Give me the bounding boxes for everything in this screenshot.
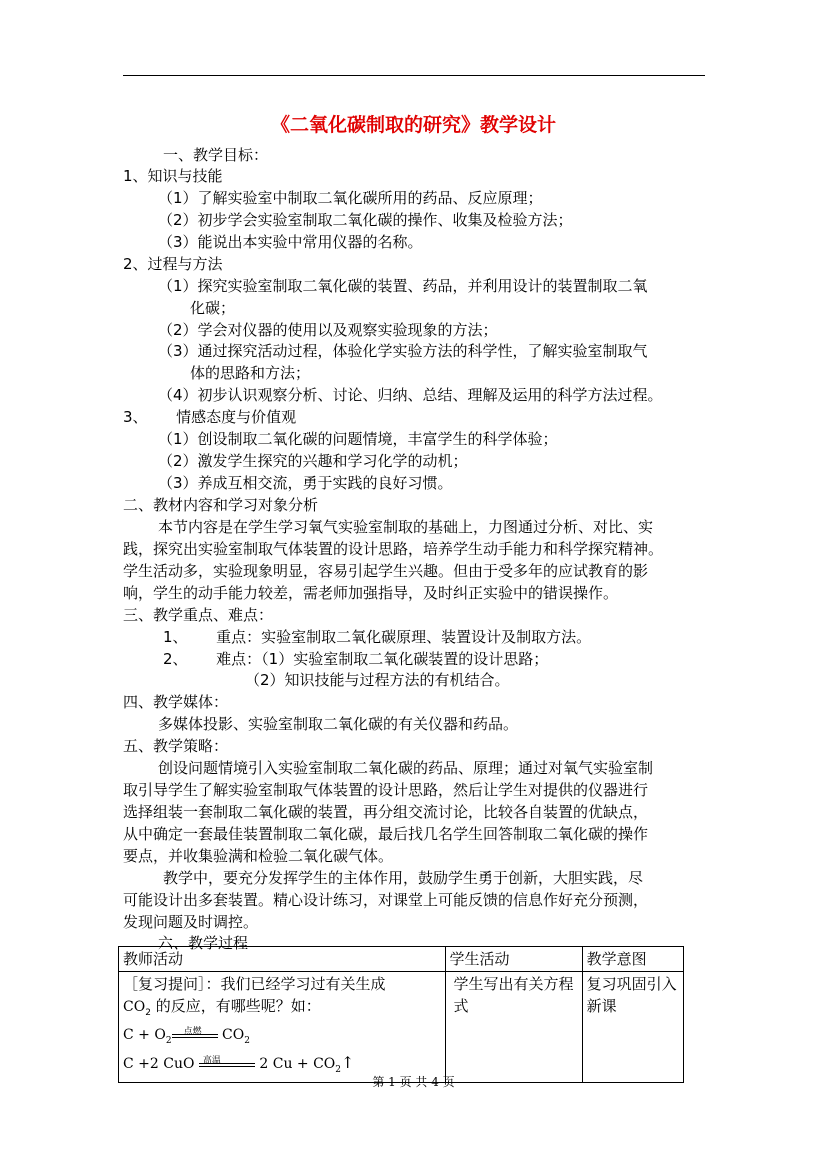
column-header-student: 学生活动	[445, 947, 582, 972]
paragraph-line: 践，探究出实验室制取气体装置的设计思路，培养学生动手能力和科学探究精神。	[123, 540, 664, 558]
list-item: 2、 难点：（1）实验室制取二氧化碳装置的设计思路；	[163, 650, 549, 668]
list-item: （3）能说出本实验中常用仪器的名称。	[158, 233, 423, 251]
student-activity-cell: 学生写出有关方程式	[445, 972, 582, 1083]
teaching-process-table	[118, 946, 684, 1083]
header-rule	[123, 75, 705, 76]
list-item: （1）了解实验室中制取二氧化碳所用的药品、反应原理；	[158, 189, 543, 207]
paragraph-line: 选择组装一套制取二氧化碳的装置，再分组交流讨论，比较各自装置的优缺点，	[123, 803, 649, 821]
paragraph-line: 多媒体投影、实验室制取二氧化碳的有关仪器和药品。	[158, 715, 519, 733]
paragraph-line: 学生活动多，实验现象明显，容易引起学生兴趣。但由于受多年的应试教育的影	[123, 562, 649, 580]
list-item: （3）通过探究活动过程，体验化学实验方法的科学性，了解实验室制取气	[158, 342, 648, 360]
equation-2: C +2 CuO 高温 2 $Cu + CO_2↑$	[123, 1052, 441, 1081]
table-row	[119, 972, 684, 1083]
paragraph-line: 取引导学生了解实验室制取气体装置的设计思路，然后让学生对提供的仪器进行	[123, 781, 649, 799]
list-item: （1）创设制取二氧化碳的问题情境，丰富学生的科学体验；	[158, 430, 558, 448]
list-item: （1）探究实验室制取二氧化碳的装置、药品，并利用设计的装置制取二氧	[158, 277, 648, 295]
paragraph-line: 发现问题及时调控。	[123, 913, 259, 931]
list-item: （4）初步认识观察分析、讨论、归纳、总结、理解及运用的科学方法过程。	[158, 386, 663, 404]
paragraph-line: 要点，并收集验满和检验二氧化碳气体。	[123, 847, 394, 865]
paragraph-line: 响，学生的动手能力较差，需老师加强指导，及时纠正实验中的错误操作。	[123, 584, 619, 602]
section-heading: 六、教学过程	[158, 934, 249, 952]
list-item-continuation: 体的思路和方法；	[190, 364, 311, 382]
page-footer: 第 1 页 共 4 页	[372, 1075, 455, 1089]
column-header-teacher: 教师活动	[119, 947, 446, 972]
teacher-activity-cell	[119, 972, 446, 1083]
subsection-heading: 3、 情感态度与价值观	[123, 408, 297, 426]
paragraph-line: 从中确定一套最佳装置制取二氧化碳，最后找几名学生回答制取二氧化碳的操作	[123, 825, 649, 843]
list-item: （2）学会对仪器的使用以及观察实验现象的方法；	[158, 321, 498, 339]
gas-arrow: ↑	[341, 1052, 355, 1072]
reaction-condition: 高温	[202, 1055, 221, 1066]
section-heading: 三、教学重点、难点：	[123, 606, 274, 624]
section-heading: 二、教材内容和学习对象分析	[123, 496, 319, 514]
list-item: （2）初步学会实验室制取二氧化碳的操作、收集及检验方法；	[158, 211, 573, 229]
subsection-heading: 1、知识与技能	[123, 167, 223, 185]
equation-1: $C + O_2$ 点燃 $CO_2$	[123, 1024, 441, 1052]
paragraph-line: 本节内容是在学生学习氧气实验室制取的基础上，力图通过分析、对比、实	[158, 518, 654, 536]
paragraph-line: 可能设计出多套装置。精心设计练习，对课堂上可能反馈的信息作好充分预测，	[123, 891, 649, 909]
document-title: 《二氧化碳制取的研究》教学设计	[270, 114, 556, 136]
table-header-row	[119, 947, 684, 972]
paragraph-line: 创设问题情境引入实验室制取二氧化碳的药品、原理；通过对氧气实验室制	[158, 759, 654, 777]
column-header-intent: 教学意图	[582, 947, 683, 972]
paragraph-line: 教学中，要充分发挥学生的主体作用，鼓励学生勇于创新，大胆实践，尽	[163, 869, 644, 887]
list-item: 1、 重点：实验室制取二氧化碳原理、装置设计及制取方法。	[163, 628, 592, 646]
list-item-continuation: 化碳；	[190, 299, 236, 317]
list-item: （3）养成互相交流，勇于实践的良好习惯。	[158, 474, 453, 492]
list-item: （2）激发学生探究的兴趣和学习化学的动机；	[158, 452, 468, 470]
subsection-heading: 2、过程与方法	[123, 255, 223, 273]
section-heading: 四、教学媒体：	[123, 693, 229, 711]
section-heading: 一、教学目标：	[163, 146, 269, 164]
teaching-intent-cell: 复习巩固引入新课	[582, 972, 683, 1083]
section-heading: 五、教学策略：	[123, 737, 229, 755]
review-question: ［复习提问］：我们已经学习过有关生成	[123, 975, 386, 993]
reaction-condition: 点燃	[183, 1027, 202, 1037]
list-item-continuation: （2）知识技能与过程方法的有机结合。	[245, 671, 510, 689]
review-question-cont: $CO_2$ 的反应，有哪些呢？如：	[123, 997, 321, 1018]
